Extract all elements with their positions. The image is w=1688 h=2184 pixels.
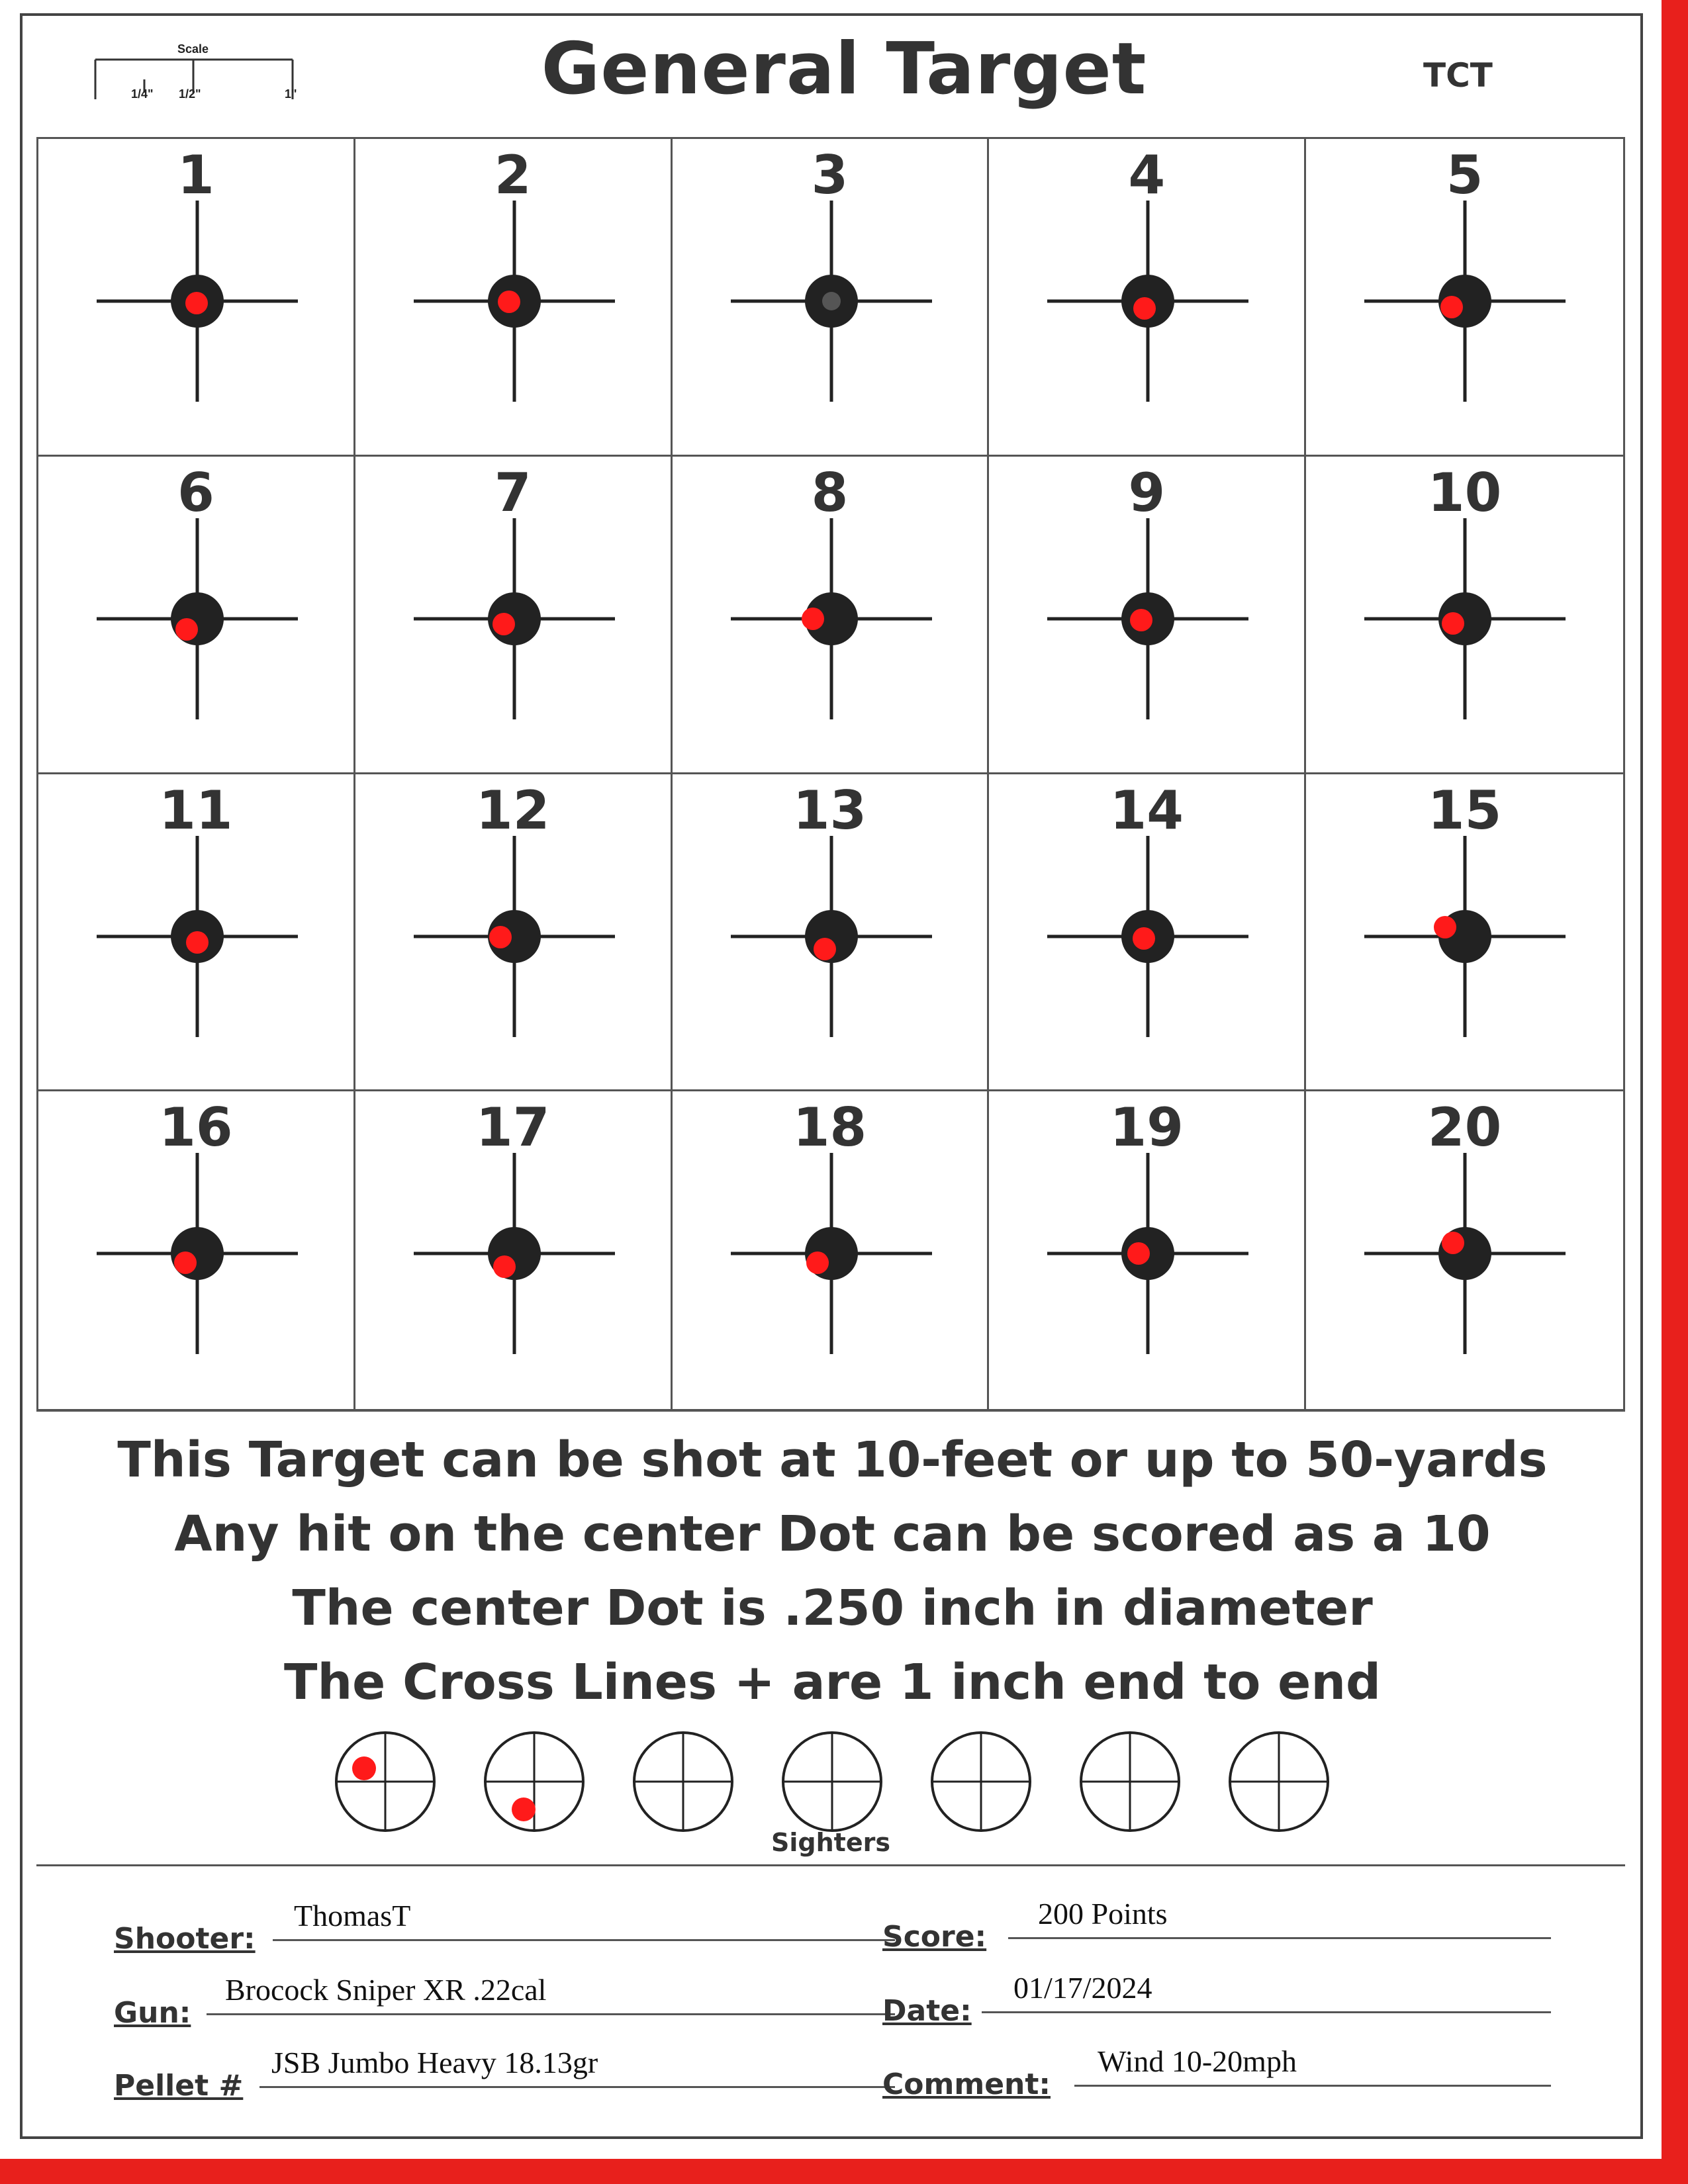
target-number: 5	[1446, 144, 1483, 206]
target-number: 18	[792, 1097, 867, 1159]
instructions-block	[0, 1423, 1665, 1719]
target-cell	[989, 457, 1306, 774]
red-edge-right	[1662, 0, 1688, 2184]
target-cell	[355, 1091, 673, 1409]
pellet-hit	[814, 938, 836, 960]
score-value[interactable]: 200 Points	[1038, 1897, 1168, 1931]
brand-label: TCT	[1423, 56, 1493, 95]
gun-label: Gun:	[114, 1996, 191, 2030]
shooter-label: Shooter:	[114, 1922, 256, 1956]
target-number: 14	[1109, 779, 1184, 841]
grid-bottom-divider	[36, 1410, 1625, 1412]
target-number: 4	[1128, 144, 1166, 206]
crosshair-target	[673, 139, 989, 455]
pellet-hit	[1434, 916, 1456, 938]
crosshair-target	[1306, 457, 1622, 773]
target-cell	[673, 774, 990, 1092]
pellet-label: Pellet #	[114, 2069, 244, 2103]
target-number: 2	[494, 144, 532, 206]
scale-mark-half: 1/2"	[179, 87, 201, 101]
gun-underline	[207, 2013, 895, 2015]
pellet-hit	[1133, 927, 1155, 950]
pellet-hit	[175, 618, 198, 641]
target-number: 10	[1427, 461, 1502, 523]
target-number: 1	[177, 144, 214, 206]
pellet-hit	[1127, 1242, 1150, 1265]
target-number: 12	[476, 779, 550, 841]
crosshair-target	[989, 457, 1305, 773]
target-number: 8	[811, 461, 849, 523]
pellet-hit	[492, 613, 515, 635]
page-title: General Target	[541, 28, 1147, 111]
score-label: Score:	[882, 1920, 987, 1954]
pellet-hit	[493, 1255, 516, 1278]
pellet-field[interactable]	[114, 2028, 782, 2103]
target-cell	[989, 1091, 1306, 1409]
target-number: 11	[159, 779, 233, 841]
target-cell	[989, 774, 1306, 1092]
scale-mark-quarter: 1/4"	[131, 87, 154, 101]
pellet-hit	[1442, 612, 1464, 635]
sighter-target	[485, 1733, 583, 1831]
target-cell	[1306, 1091, 1623, 1409]
pellet-hit	[802, 608, 824, 630]
target-number: 3	[811, 144, 849, 206]
pellet-hit	[489, 926, 512, 948]
pellet-underline	[259, 2086, 895, 2088]
comment-field[interactable]	[882, 2027, 1551, 2101]
center-dot	[171, 1227, 224, 1280]
crosshair-target	[38, 1091, 355, 1408]
target-number: 19	[1109, 1097, 1184, 1159]
crosshair-target	[38, 457, 355, 773]
target-cell	[673, 139, 990, 457]
instruction-line-1: This Target can be shot at 10-feet or up to 50-yards	[117, 1432, 1548, 1488]
target-number: 9	[1128, 461, 1166, 523]
instruction-line-2: Any hit on the center Dot can be scored as a 10	[174, 1506, 1491, 1563]
pellet-hit	[1130, 609, 1152, 631]
crosshair-target	[355, 1091, 672, 1408]
target-cell	[1306, 457, 1623, 774]
date-field[interactable]	[882, 1954, 1551, 2028]
sighter-row	[331, 1729, 1350, 1835]
shooter-value[interactable]: ThomasT	[294, 1899, 411, 1933]
target-cell	[38, 457, 355, 774]
comment-value[interactable]: Wind 10-20mph	[1098, 2044, 1297, 2078]
sighter-target	[932, 1733, 1030, 1831]
date-label: Date:	[882, 1994, 972, 2028]
pellet-hit	[822, 292, 841, 310]
pellet-hit	[174, 1251, 197, 1274]
target-cell	[355, 457, 673, 774]
sighter-hit	[352, 1756, 376, 1780]
red-edge-bottom	[0, 2159, 1688, 2184]
target-cell	[673, 457, 990, 774]
crosshair-target	[355, 774, 672, 1091]
sighter-target	[1081, 1733, 1179, 1831]
sighter-target	[783, 1733, 881, 1831]
target-grid	[36, 137, 1625, 1411]
crosshair-target	[38, 139, 355, 455]
pellet-hit	[186, 931, 209, 954]
score-field[interactable]	[882, 1880, 1551, 1954]
scale-title: Scale	[177, 42, 209, 56]
crosshair-target	[673, 1091, 989, 1408]
crosshair-target	[1306, 1091, 1622, 1408]
scale-mark-inch: 1"	[285, 87, 297, 101]
crosshair-target	[673, 774, 989, 1091]
target-cell	[989, 139, 1306, 457]
target-number: 16	[159, 1097, 233, 1159]
target-cell	[38, 774, 355, 1092]
sighters-label: Sighters	[771, 1828, 890, 1857]
comment-label: Comment:	[882, 2068, 1051, 2101]
target-number: 17	[476, 1097, 550, 1159]
target-number: 20	[1427, 1097, 1502, 1159]
crosshair-target	[989, 1091, 1305, 1408]
shooter-underline	[273, 1939, 895, 1941]
target-cell	[355, 139, 673, 457]
score-underline	[1008, 1937, 1551, 1939]
sighter-target	[336, 1733, 434, 1831]
target-cell	[38, 139, 355, 457]
date-value[interactable]: 01/17/2024	[1013, 1971, 1152, 2005]
pellet-hit	[185, 292, 208, 314]
instruction-line-3: The center Dot is .250 inch in diameter	[292, 1580, 1373, 1637]
target-cell	[1306, 774, 1623, 1092]
target-cell	[355, 774, 673, 1092]
pellet-hit	[498, 291, 520, 313]
crosshair-target	[1306, 774, 1622, 1091]
crosshair-target	[989, 139, 1305, 455]
crosshair-target	[355, 457, 672, 773]
target-number: 15	[1427, 779, 1502, 841]
pellet-hit	[1442, 1232, 1464, 1254]
pellet-value[interactable]: JSB Jumbo Heavy 18.13gr	[271, 2046, 598, 2079]
pellet-hit	[1133, 297, 1156, 320]
pellet-hit	[1440, 296, 1463, 318]
gun-field[interactable]	[114, 1956, 782, 2030]
gun-value[interactable]: Brocock Sniper XR .22cal	[225, 1973, 547, 2007]
target-number: 6	[177, 461, 214, 523]
instruction-line-4: The Cross Lines + are 1 inch end to end	[284, 1654, 1381, 1711]
pellet-hit	[806, 1251, 829, 1274]
crosshair-target	[1306, 139, 1622, 455]
target-number: 7	[494, 461, 532, 523]
crosshair-target	[38, 774, 355, 1091]
crosshair-target	[355, 139, 672, 455]
target-cell	[1306, 139, 1623, 457]
comment-underline	[1074, 2085, 1551, 2087]
target-number: 13	[792, 779, 867, 841]
target-cell	[673, 1091, 990, 1409]
sighter-hit	[512, 1797, 536, 1821]
sighter-target	[1230, 1733, 1328, 1831]
sighter-target	[634, 1733, 732, 1831]
crosshair-target	[673, 457, 989, 773]
shooter-field[interactable]	[114, 1882, 782, 1956]
form-top-divider	[36, 1864, 1625, 1866]
date-underline	[982, 2011, 1551, 2013]
crosshair-target	[989, 774, 1305, 1091]
target-cell	[38, 1091, 355, 1409]
